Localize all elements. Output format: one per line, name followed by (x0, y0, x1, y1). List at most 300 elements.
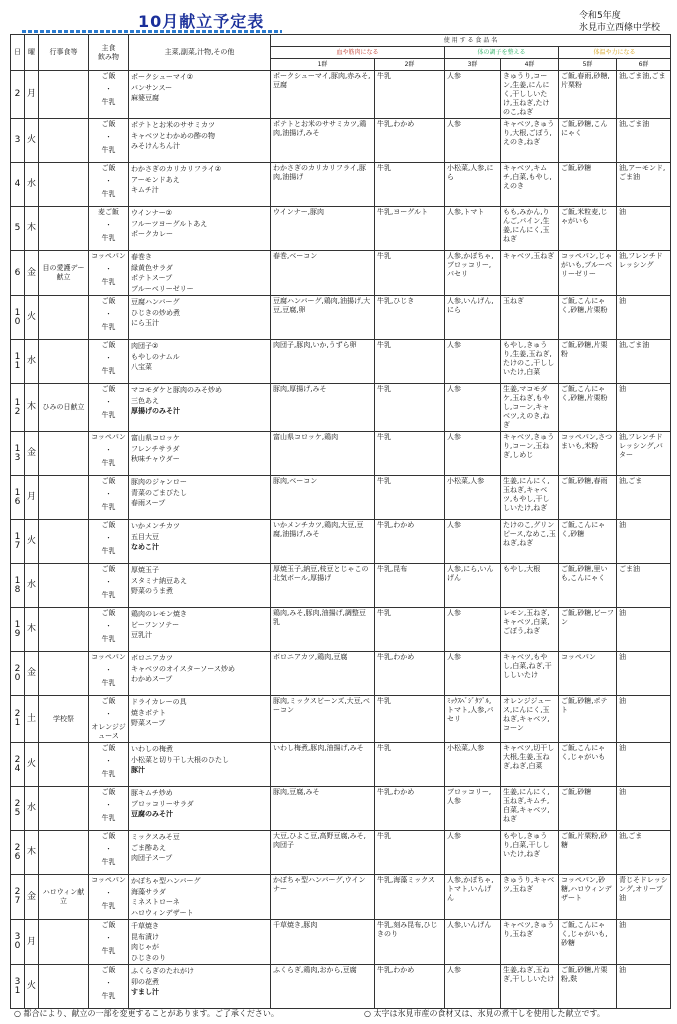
menu-item: ドライカレーの具 (131, 698, 187, 706)
staple-cell (89, 965, 129, 1009)
drink: 牛乳 (101, 679, 116, 687)
food-group-4: たけのこ,グリンピース,なめこ,玉ねぎ,ねぎ (501, 520, 559, 564)
staple-separator: ・ (105, 398, 112, 406)
menu-cell (129, 652, 271, 696)
food-group-4: キャベツ,きゅうり,コーン,玉ねぎ,しめじ (501, 432, 559, 476)
menu-cell (129, 119, 271, 163)
table-row (11, 652, 671, 696)
food-group-6: 青じそドレッシング,オリーブ油 (617, 875, 671, 920)
menu-item: 春巻き (131, 253, 152, 261)
menu-item: キャベツのオイスターソース炒め (131, 664, 235, 673)
staple-separator: ・ (105, 801, 112, 809)
menu-item: 鶏肉のレモン焼き (131, 610, 187, 618)
menu-cell (129, 251, 271, 296)
staple-food: ご飯 (101, 788, 116, 796)
menu-cell (129, 207, 271, 251)
menu-item: ポテトスープ (131, 274, 173, 282)
event-cell (39, 965, 89, 1009)
food-group-6: 油,ごま (617, 476, 671, 520)
menu-item: 豆腐のみそ汁 (131, 810, 173, 818)
menu-item: 昆布漬け (131, 932, 159, 941)
food-group-6: 油 (617, 520, 671, 564)
drink: 牛乳 (101, 278, 116, 286)
group-energy: 体温や力になる (559, 47, 671, 59)
weekday-cell: 木 (25, 608, 39, 652)
menu-item: 肉じゃが (131, 943, 159, 951)
day-cell: 26 (11, 831, 25, 875)
group-body: 体の調子を整える (445, 47, 559, 59)
weekday-cell: 月 (25, 476, 39, 520)
food-group-5: ご飯,春雨,砂糖,片栗粉 (559, 71, 617, 119)
table-row (11, 432, 671, 476)
menu-item: もやしのナムル (131, 352, 180, 361)
food-group-1: ポークシューマイ,豚肉,赤みそ,豆腐 (271, 71, 375, 119)
footer-note-bold: ○ 太字は氷見市産の食材又は、氷見の煮干しを使用した献立です。 (364, 1009, 605, 1018)
col-group-4: 4群 (501, 59, 559, 71)
food-group-3: 人参 (445, 520, 501, 564)
staple-separator: ・ (105, 622, 112, 630)
drink: 牛乳 (101, 98, 116, 106)
day-cell: 21 (11, 696, 25, 743)
table-row (11, 875, 671, 920)
menu-item: キムチ汁 (131, 186, 159, 194)
drink: 牛乳 (101, 992, 116, 1000)
weekday-cell: 土 (25, 696, 39, 743)
day-cell: 13 (11, 432, 25, 476)
day-cell: 17 (11, 520, 25, 564)
staple-cell (89, 787, 129, 831)
menu-item: いかメンチカツ (131, 522, 180, 530)
menu-item: 厚焼玉子 (131, 566, 159, 574)
food-group-5: ご飯,砂糖,春雨 (559, 476, 617, 520)
food-group-3: 人参 (445, 608, 501, 652)
food-group-1: 富山県コロッケ,鶏肉 (271, 432, 375, 476)
menu-cell (129, 564, 271, 608)
day-cell: 30 (11, 920, 25, 965)
food-group-2: 牛乳,昆布 (375, 564, 445, 608)
menu-cell (129, 787, 271, 831)
menu-item: 厚揚げのみそ汁 (131, 407, 180, 415)
day-cell: 31 (11, 965, 25, 1009)
day-cell: 12 (11, 384, 25, 432)
drink: 牛乳 (101, 947, 116, 955)
staple-food: ご飯 (101, 72, 116, 80)
day-cell: 6 (11, 251, 25, 296)
food-group-6: 油,フレンチドレッシング (617, 251, 671, 296)
food-group-4: キャベツ,きゅうり,玉ねぎ (501, 920, 559, 965)
food-group-6: 油,アーモンド,ごま油 (617, 163, 671, 207)
menu-item: 焼きポテト (131, 708, 166, 717)
food-group-1: ふくらぎ,鶏肉,おから,豆腐 (271, 965, 375, 1009)
food-group-2: 牛乳,わかめ (375, 965, 445, 1009)
staple-food: ご飯 (101, 744, 116, 752)
menu-cell (129, 432, 271, 476)
menu-item: みそけんちん汁 (131, 142, 180, 150)
menu-cell (129, 920, 271, 965)
col-group-5: 5群 (559, 59, 617, 71)
menu-item: 豚肉のジャンロー (131, 478, 187, 486)
menu-table (10, 34, 671, 1009)
weekday-cell: 火 (25, 520, 39, 564)
drink: 牛乳 (101, 459, 116, 467)
col-menu: 主菜,副菜,汁物,その他 (129, 35, 271, 71)
food-group-5: ご飯,こんにゃく,砂糖 (559, 520, 617, 564)
food-group-3: 人参,にら,いんげん (445, 564, 501, 608)
menu-item: にら玉汁 (131, 319, 159, 327)
food-group-4: もやし,きゅうり,白菜,干ししいたけ,ねぎ (501, 831, 559, 875)
staple-separator: ・ (105, 446, 112, 454)
food-group-2: 牛乳 (375, 163, 445, 207)
food-group-1: 肉団子,豚肉,いか,うずら卵 (271, 340, 375, 384)
table-row (11, 119, 671, 163)
menu-item: 海藻サラダ (131, 887, 166, 896)
food-group-2: 牛乳 (375, 743, 445, 787)
food-group-1: 豚肉,豆腐,みそ (271, 787, 375, 831)
day-cell: 19 (11, 608, 25, 652)
menu-item: 卯の花煮 (131, 977, 159, 986)
menu-item: フルーツヨーグルトあえ (131, 219, 208, 228)
day-cell: 11 (11, 340, 25, 384)
staple-food: ご飯 (101, 477, 116, 485)
food-group-6: 油 (617, 296, 671, 340)
food-group-6: 油,ごま油 (617, 340, 671, 384)
menu-item: ポークカレー (131, 230, 173, 238)
food-group-3: 小松菜,人参 (445, 476, 501, 520)
school-info (579, 10, 660, 34)
staple-food: ご飯 (101, 164, 116, 172)
food-group-1: ボロニアカツ,鶏肉,豆腐 (271, 652, 375, 696)
food-group-2: 牛乳 (375, 340, 445, 384)
food-group-1: 春巻,ベーコン (271, 251, 375, 296)
food-group-2: 牛乳,ひじき (375, 296, 445, 340)
staple-food: ご飯 (101, 832, 116, 840)
food-group-3: 人参 (445, 384, 501, 432)
food-group-6: 油 (617, 384, 671, 432)
staple-food: ご飯 (101, 120, 116, 128)
staple-cell (89, 608, 129, 652)
staple-cell (89, 875, 129, 920)
event-cell (39, 340, 89, 384)
food-group-1: 豚肉,ミックスビーンズ,大豆,ベーコン (271, 696, 375, 743)
menu-item: バンサンスー (131, 83, 173, 92)
staple-food: コッペパン (91, 252, 126, 260)
staple-separator: ・ (105, 133, 112, 141)
food-group-5: コッペパン,じゃがいも,ブルーベリーゼリー (559, 251, 617, 296)
col-use: 使 用 す る 食 品 名 (271, 35, 671, 47)
food-group-3: 小松菜,人参,にら (445, 163, 501, 207)
food-group-3: 人参 (445, 652, 501, 696)
staple-separator: ・ (105, 979, 112, 987)
event-cell (39, 296, 89, 340)
food-group-1: わかさぎのカリカリフライ,豚肉,油揚げ (271, 163, 375, 207)
food-group-5: コッペパン (559, 652, 617, 696)
staple-separator: ・ (105, 710, 112, 718)
food-group-1: 豆腐ハンバーグ,鶏肉,油揚げ,大豆,豆腐,卵 (271, 296, 375, 340)
staple-separator: ・ (105, 757, 112, 765)
food-group-4: 生姜,マコモダケ,玉ねぎ,もやし,コーン,キャベツ,えのき,ねぎ (501, 384, 559, 432)
table-row (11, 608, 671, 652)
table-row (11, 696, 671, 743)
menu-item: ブルーベリーゼリー (131, 284, 194, 293)
food-group-2: 牛乳,わかめ (375, 119, 445, 163)
food-group-2: 牛乳 (375, 384, 445, 432)
table-row (11, 296, 671, 340)
menu-cell (129, 696, 271, 743)
menu-item: わかさぎのカリカリフライ② (131, 165, 221, 173)
staple-separator: ・ (105, 310, 112, 318)
menu-item: フレンチサラダ (131, 444, 180, 453)
drink: 牛乳 (101, 902, 116, 910)
header (10, 6, 670, 36)
menu-item: 小松菜と切り干し大根のひたし (131, 755, 229, 764)
menu-item: かぼちゃ型ハンバーグ (131, 877, 201, 885)
food-group-1: ポテトとお米のササミカツ,鶏肉,油揚げ,みそ (271, 119, 375, 163)
food-group-3: 人参 (445, 119, 501, 163)
col-group-6: 6群 (617, 59, 671, 71)
weekday-cell: 火 (25, 119, 39, 163)
weekday-cell: 月 (25, 920, 39, 965)
menu-item: 豆乳汁 (131, 631, 152, 639)
menu-item: ビーフンソテー (131, 620, 180, 629)
event-cell (39, 743, 89, 787)
group-blood: 血や筋肉になる (271, 47, 445, 59)
col-day: 日 (11, 35, 25, 71)
weekday-cell: 水 (25, 787, 39, 831)
food-group-5: ご飯,こんにゃく,砂糖,片栗粉 (559, 296, 617, 340)
menu-item: ごま酢あえ (131, 843, 166, 852)
food-group-6: ごま油 (617, 564, 671, 608)
menu-item: キャベツとわかめの酢の物 (131, 131, 215, 140)
table-row (11, 340, 671, 384)
page-title: 10月献立予定表 (138, 12, 265, 31)
day-cell: 3 (11, 119, 25, 163)
food-group-2: 牛乳 (375, 608, 445, 652)
staple-separator: ・ (105, 889, 112, 897)
food-group-5: ご飯,こんにゃく,砂糖,片栗粉 (559, 384, 617, 432)
col-staple: 主食 飲み物 (89, 35, 129, 71)
staple-cell (89, 520, 129, 564)
weekday-cell: 金 (25, 652, 39, 696)
food-group-5: ご飯,砂糖,里いも,こんにゃく (559, 564, 617, 608)
weekday-cell: 水 (25, 340, 39, 384)
menu-item: 春雨スープ (131, 499, 166, 507)
staple-food: ご飯 (101, 385, 116, 393)
menu-item: わかめスープ (131, 675, 173, 683)
event-cell (39, 71, 89, 119)
weekday-cell: 水 (25, 163, 39, 207)
food-group-5: ご飯,米粒麦,じゃがいも (559, 207, 617, 251)
weekday-cell: 月 (25, 71, 39, 119)
event-cell (39, 920, 89, 965)
staple-separator: ・ (105, 354, 112, 362)
staple-food: ご飯 (101, 565, 116, 573)
food-group-3: 人参,かぼちゃ,ブロッコリー,パセリ (445, 251, 501, 296)
drink: 牛乳 (101, 814, 116, 822)
weekday-cell: 木 (25, 207, 39, 251)
col-group-3: 3群 (445, 59, 501, 71)
event-cell (39, 652, 89, 696)
food-group-6: 油,ごま油,ごま (617, 71, 671, 119)
food-group-1: 豚肉,ベーコン (271, 476, 375, 520)
staple-separator: ・ (105, 578, 112, 586)
food-group-1: かぼちゃ型ハンバーグ,ウインナー (271, 875, 375, 920)
staple-separator: ・ (105, 490, 112, 498)
food-group-2: 牛乳 (375, 696, 445, 743)
table-row (11, 476, 671, 520)
menu-item: 富山県コロッケ (131, 434, 180, 442)
day-cell: 2 (11, 71, 25, 119)
staple-cell (89, 831, 129, 875)
food-group-3: ブロッコリー,人参 (445, 787, 501, 831)
food-group-1: ウインナー,豚肉 (271, 207, 375, 251)
event-cell (39, 831, 89, 875)
food-group-1: 厚焼玉子,納豆,枝豆とじゃこの北気ボール,厚揚げ (271, 564, 375, 608)
menu-cell (129, 965, 271, 1009)
food-group-6: 油 (617, 743, 671, 787)
menu-cell (129, 520, 271, 564)
drink: 牛乳 (101, 234, 116, 242)
staple-food: ご飯 (101, 297, 116, 305)
weekday-cell: 金 (25, 432, 39, 476)
staple-cell (89, 920, 129, 965)
menu-item: すまし汁 (131, 988, 159, 996)
staple-food: ご飯 (101, 966, 116, 974)
table-row (11, 207, 671, 251)
staple-separator: ・ (105, 845, 112, 853)
food-group-2: 牛乳,わかめ (375, 520, 445, 564)
staple-separator: ・ (105, 534, 112, 542)
menu-item: 青菜のごまびたし (131, 488, 187, 497)
menu-item: 野菜スープ (131, 719, 166, 727)
food-group-4: キャベツ,きゅうり,大根,ごぼう,えのき,ねぎ (501, 119, 559, 163)
food-group-3: 人参,かぼちゃ,トマト,いんげん (445, 875, 501, 920)
menu-item: ブロッコリーサラダ (131, 799, 194, 808)
event-cell: ハロウィン献立 (39, 875, 89, 920)
menu-cell (129, 743, 271, 787)
menu-item: ボロニアカツ (131, 654, 173, 662)
event-cell: 目の愛護デー献立 (39, 251, 89, 296)
drink: 牛乳 (101, 635, 116, 643)
food-group-1: 豚肉,厚揚げ,みそ (271, 384, 375, 432)
day-cell: 25 (11, 787, 25, 831)
menu-item: ひじきのり (131, 953, 166, 962)
food-group-2: 牛乳,海藻ミックス (375, 875, 445, 920)
menu-item: 秋味チャウダー (131, 455, 180, 463)
food-group-2: 牛乳 (375, 476, 445, 520)
food-group-5: ご飯,こんにゃく,じゃがいも,砂糖 (559, 920, 617, 965)
staple-food: ご飯 (101, 521, 116, 529)
event-cell: ひみの日献立 (39, 384, 89, 432)
day-cell: 18 (11, 564, 25, 608)
food-group-2: 牛乳 (375, 432, 445, 476)
col-event: 行事食等 (39, 35, 89, 71)
menu-item: ミネストローネ (131, 898, 180, 906)
weekday-cell: 木 (25, 831, 39, 875)
food-group-6: 油 (617, 920, 671, 965)
food-group-5: ご飯,砂糖,片栗粉 (559, 340, 617, 384)
day-cell: 5 (11, 207, 25, 251)
food-group-1: いかメンチカツ,鶏肉,大豆,豆腐,油揚げ,みそ (271, 520, 375, 564)
day-cell: 20 (11, 652, 25, 696)
menu-item: 千草焼き (131, 922, 159, 930)
food-group-2: 牛乳 (375, 71, 445, 119)
food-group-6: 油,フレンチドレッシング,バター (617, 432, 671, 476)
food-group-1: いわし梅煮,豚肉,油揚げ,みそ (271, 743, 375, 787)
drink: 牛乳 (101, 190, 116, 198)
food-group-3: 人参,いんげん,にら (445, 296, 501, 340)
food-group-1: 大豆,ひよこ豆,高野豆腐,みそ,肉団子 (271, 831, 375, 875)
drink: 牛乳 (101, 770, 116, 778)
food-group-3: 人参 (445, 432, 501, 476)
event-cell: 学校祭 (39, 696, 89, 743)
food-group-3: ﾐｯｸｽﾍﾞｼﾞﾀﾌﾞﾙ,トマト,人参,パセリ (445, 696, 501, 743)
food-group-3: 人参 (445, 831, 501, 875)
table-row (11, 251, 671, 296)
menu-item: マコモダケと豚肉のみそ炒め (131, 386, 222, 394)
staple-food: ご飯 (101, 921, 116, 929)
table-row (11, 71, 671, 119)
weekday-cell: 金 (25, 251, 39, 296)
drink: オレンジジュース (91, 723, 126, 740)
food-group-2: 牛乳 (375, 251, 445, 296)
food-group-2: 牛乳,ヨーグルト (375, 207, 445, 251)
food-group-5: ご飯,砂糖 (559, 163, 617, 207)
food-group-1: 千草焼き,豚肉 (271, 920, 375, 965)
food-group-5: ご飯,砂糖 (559, 787, 617, 831)
food-group-4: もやし,きゅうり,生姜,玉ねぎ,たけのこ,干ししいたけ,白菜 (501, 340, 559, 384)
menu-item: 八宝菜 (131, 363, 152, 371)
event-cell (39, 207, 89, 251)
menu-item: いわしの梅煮 (131, 745, 173, 753)
staple-cell (89, 163, 129, 207)
staple-food: コッペパン (91, 653, 126, 661)
menu-item: ポテトとお米のササミカツ (131, 121, 215, 129)
food-group-3: 人参 (445, 965, 501, 1009)
food-group-5: ご飯,片栗粉,砂糖 (559, 831, 617, 875)
food-group-4: オレンジジュース,にんにく,玉ねぎ,キャベツ,コーン (501, 696, 559, 743)
food-group-4: 玉ねぎ (501, 296, 559, 340)
event-cell (39, 163, 89, 207)
menu-item: ウインナー② (131, 209, 173, 217)
food-group-3: 人参 (445, 340, 501, 384)
table-row (11, 787, 671, 831)
staple-cell (89, 564, 129, 608)
food-group-4: レモン,玉ねぎ,キャベツ,白菜,ごぼう,ねぎ (501, 608, 559, 652)
staple-cell (89, 71, 129, 119)
menu-cell (129, 608, 271, 652)
col-week: 曜 (25, 35, 39, 71)
table-row (11, 163, 671, 207)
food-group-3: 小松菜,人参 (445, 743, 501, 787)
event-cell (39, 520, 89, 564)
staple-cell (89, 743, 129, 787)
menu-item: 豚汁 (131, 766, 145, 774)
menu-item: ハロウィンデザート (131, 908, 194, 917)
footer-note-change: ○ 都合により、献立の一部を変更することがあります。ご了承ください。 (14, 1009, 279, 1018)
food-group-3: 人参 (445, 71, 501, 119)
menu-cell (129, 875, 271, 920)
table-row (11, 920, 671, 965)
col-group-2: 2群 (375, 59, 445, 71)
weekday-cell: 水 (25, 564, 39, 608)
day-cell: 10 (11, 296, 25, 340)
staple-cell (89, 207, 129, 251)
staple-food: ご飯 (101, 609, 116, 617)
drink: 牛乳 (101, 146, 116, 154)
table-row (11, 520, 671, 564)
food-group-3: 人参,トマト (445, 207, 501, 251)
staple-separator: ・ (105, 85, 112, 93)
